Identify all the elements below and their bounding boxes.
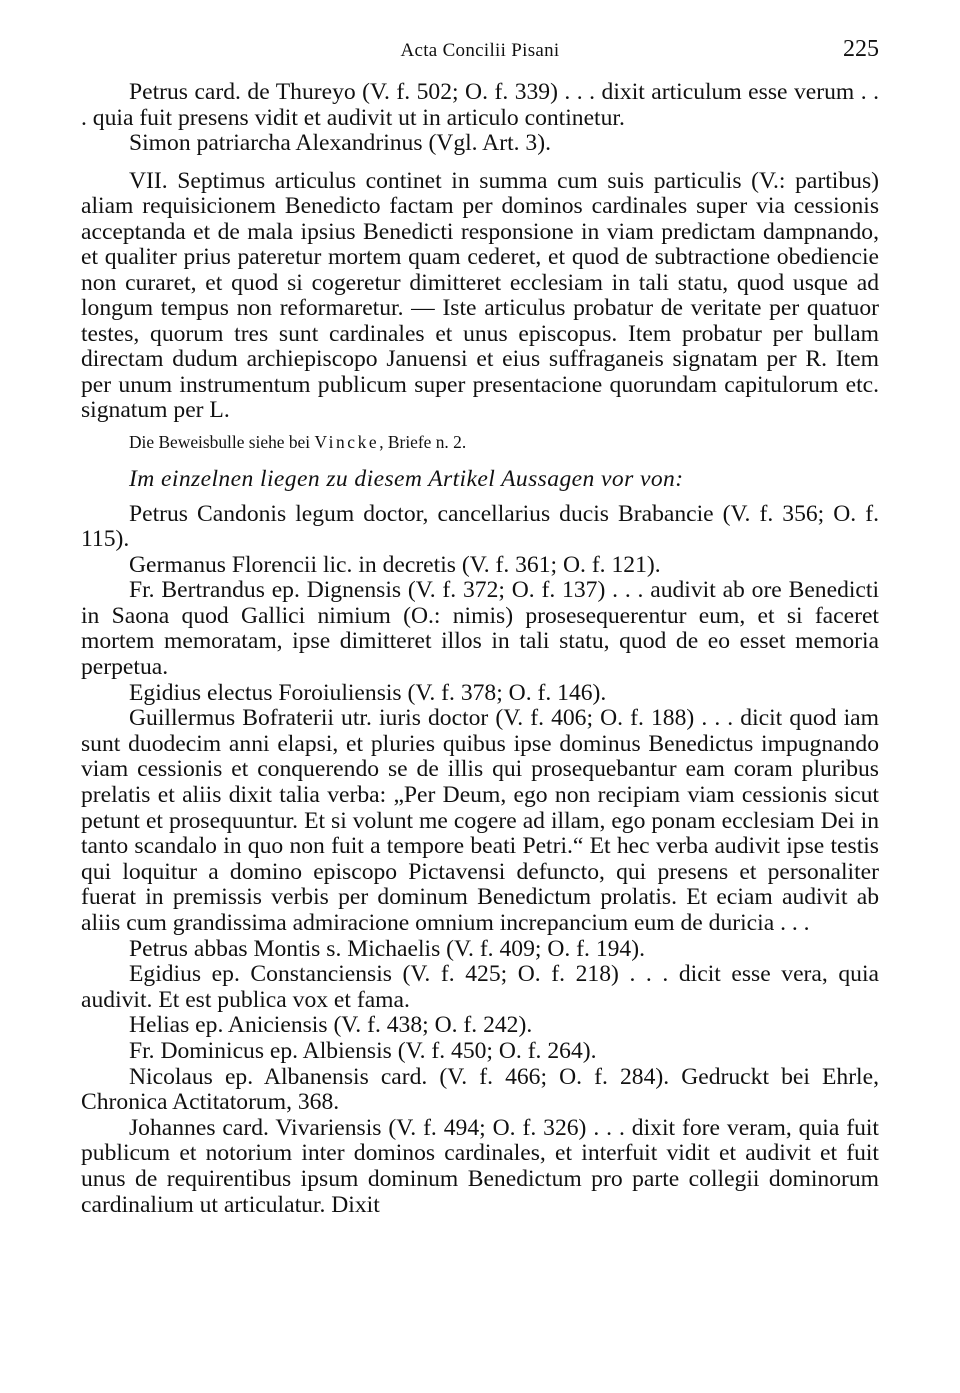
paragraph-simon-patriarcha: Simon patriarcha Alexandrinus (Vgl. Art. 3).: [129, 130, 551, 156]
running-title: Acta Concilii Pisani: [400, 40, 560, 61]
article-seven-paragraph: VII. Septimus articulus continet in summa cum suis particulis (V.: partibus) aliam requisicionem Benedicto factam per dominos cardinales super via cessionis acceptanda et de mala ipsius Benedicti responsione in viam predictam dampnando, et qualiter prius pateretur mortem quam cederet, et quod de subtractione obediencie non curaret, et quod si cogeretur dimitteret ecclesiam in tali statu, quod usque ad longum tempus non reformaretur. — Iste articulus probatur de veritate per quatuor testes, quorum tres sunt cardinales et unus episcopus. Item probatur per bullam directam dudum archiepiscopo Januensi et eius suffraganeis signatam per R. Item per unum instrumentum publicum super presentacione quorundam capitulorum etc. signatum per L.: [81, 167, 879, 423]
section-intro-heading: Im einzelnen liegen zu diesem Artikel Aussagen vor von:: [129, 465, 684, 492]
page-header: [81, 32, 879, 72]
witness-entry: Petrus abbas Montis s. Michaelis (V. f. 409; O. f. 194).: [129, 935, 645, 962]
footnote-author: Vincke: [314, 431, 380, 452]
witness-entry: Nicolaus ep. Albanensis card. (V. f. 466; O. f. 284). Gedruckt bei Ehrle, Chronica Actitatorum, 368.: [81, 1063, 879, 1116]
witness-entry: Egidius electus Foroiuliensis (V. f. 378; O. f. 146).: [129, 679, 607, 706]
witness-entry: Guillermus Bofraterii utr. iuris doctor (V. f. 406; O. f. 188) . . . dicit quod iam sunt duodecim anni elapsi, et pluries quibus ipse dominus Benedictus impugnando viam cessionis et conquerendo se de illis qui prosequebantur eam coram pluribus prelatis et aliis dixit talia verba: „Per Deum, ego non recipiam viam cessionis sicut petunt et prosequuntur. Et si volunt me cogere ad illam, ego ponam ecclesiam Dei in tanto scandalo in quo non fuit a tempore beati Petri.“ Et hec verba audivit ipse testis qui loquitur a domino episcopo Pictavensi defuncto, qui presens et personaliter fuerat in premissis verbis per dominum Benedictum prolatis. Et eciam audivit ab aliis cum grandissima admiracione omnium increpancium eum de duricia . . .: [81, 705, 879, 936]
witness-entry: Fr. Bertrandus ep. Dignensis (V. f. 372; O. f. 137) . . . audivit ab ore Benedicti in Saona quod Gallici nimium (O.: nimis) prosesequerentur eum, et si faceret mortem memoratam, ipse dimitteret illos in tali statu, quod de eo esset memoria perpetua.: [81, 577, 879, 681]
paragraph-petrus-thureyo: Petrus card. de Thureyo (V. f. 502; O. f. 339) . . . dixit articulum esse verum . . . quia fuit presens vidit et audivit ut in articulo continetur.: [81, 79, 879, 131]
witness-entry: Germanus Florencii lic. in decretis (V. f. 361; O. f. 121).: [129, 551, 661, 578]
intro-block: [81, 80, 879, 157]
witness-list: [81, 502, 879, 1219]
footnote: [81, 431, 879, 453]
witness-entry: Petrus Candonis legum doctor, cancellarius ducis Brabancie (V. f. 356; O. f. 115).: [81, 500, 879, 553]
witness-entry: Fr. Dominicus ep. Albiensis (V. f. 450; O. f. 264).: [129, 1037, 597, 1064]
footnote-before: Die Beweisbulle siehe bei: [129, 431, 315, 452]
witness-entry: Egidius ep. Constanciensis (V. f. 425; O. f. 218) . . . dicit esse vera, quia audivit. Et est publica vox et fama.: [81, 961, 879, 1013]
witness-entry: Johannes card. Vivariensis (V. f. 494; O. f. 326) . . . dixit fore veram, quia fuit publicum et notorium inter dominos cardinales, et interfuit vidit et audivit et fuit unus de requirentibus ipsum dominum Benedictum pro parte collegii dominorum cardinalium ut articulatur. Dixit: [81, 1114, 879, 1218]
document-page: [81, 32, 879, 1218]
page-number: 225: [843, 36, 879, 62]
footnote-after: , Briefe n. 2.: [379, 431, 467, 452]
witness-entry: Helias ep. Aniciensis (V. f. 438; O. f. 242).: [129, 1012, 533, 1039]
